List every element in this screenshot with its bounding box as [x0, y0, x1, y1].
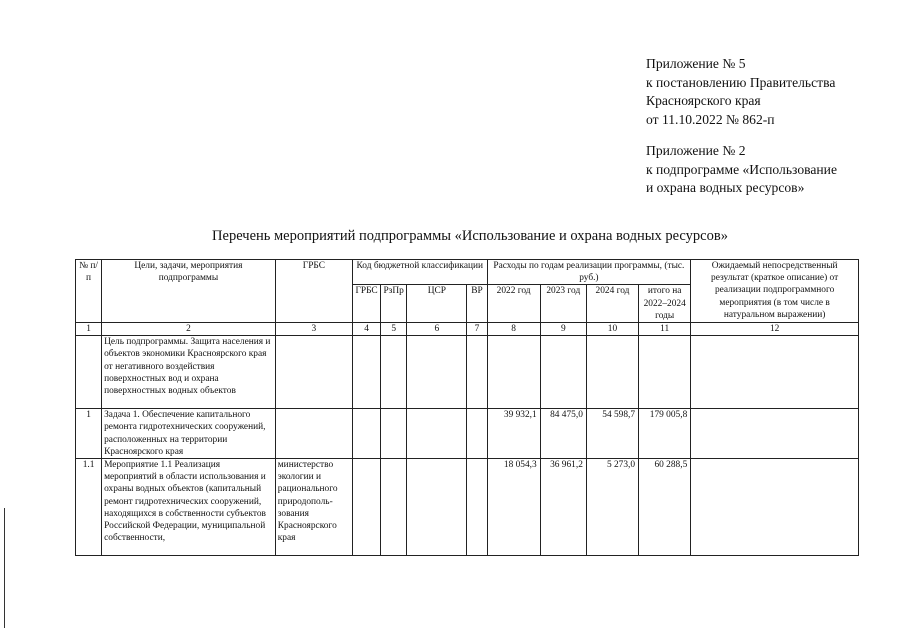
subheader-grbs: ГРБС [353, 285, 381, 323]
row-vr [467, 409, 487, 459]
row-rzpr [381, 409, 407, 459]
row-2024 [586, 336, 638, 409]
row-num: 1.1 [76, 459, 102, 556]
appendix-2-line: к подпрограмме «Использование [646, 161, 837, 177]
row-code-grbs [353, 459, 381, 556]
appendix-5-block [646, 55, 835, 129]
row-total: 179 005,8 [639, 409, 691, 459]
appendix-2-block [646, 142, 837, 198]
row-2024: 5 273,0 [586, 459, 638, 556]
subheader-2022: 2022 год [487, 285, 540, 323]
row-text: Цель подпрограммы. Защита населения и объектов экономики Красноярского края от негативного воздействия поверхностных вод и охрана поверхностных водных объектов [102, 336, 276, 409]
appendix-2-line: и охрана водных ресурсов» [646, 180, 805, 195]
column-number: 5 [381, 323, 407, 336]
column-number: 2 [102, 323, 276, 336]
row-total [639, 336, 691, 409]
row-result [691, 336, 859, 409]
column-number: 4 [353, 323, 381, 336]
row-vr [467, 459, 487, 556]
subheader-2024: 2024 год [586, 285, 638, 323]
column-number: 10 [586, 323, 638, 336]
row-csr [407, 459, 467, 556]
column-number: 3 [275, 323, 352, 336]
appendix-5-line: Приложение № 5 [646, 56, 746, 71]
subheader-2023: 2023 год [540, 285, 586, 323]
row-num: 1 [76, 409, 102, 459]
header-row-main [76, 260, 859, 285]
row-2024: 54 598,7 [586, 409, 638, 459]
header-expenses: Расходы по годам реализации программы, (тыс. руб.) [487, 260, 691, 285]
table-row-measure-1-1 [76, 459, 859, 556]
row-vr [467, 336, 487, 409]
row-grbs [275, 409, 352, 459]
column-number: 7 [467, 323, 487, 336]
row-2022: 39 932,1 [487, 409, 540, 459]
row-rzpr [381, 459, 407, 556]
column-number: 11 [639, 323, 691, 336]
row-result [691, 409, 859, 459]
column-number: 8 [487, 323, 540, 336]
row-csr [407, 409, 467, 459]
row-text: Мероприятие 1.1 Реализация мероприятий в области использования и охраны водных объектов (капитальный ремонт гидротехнических сооружений, находящихся в собственности субъектов Российской Федерации, муниципальной собственности, [102, 459, 276, 556]
row-2022 [487, 336, 540, 409]
row-text: Задача 1. Обеспечение капитального ремонта гидротехнических сооружений, расположенных на территории Красноярского края [102, 409, 276, 459]
row-total: 60 288,5 [639, 459, 691, 556]
subheader-total: итого на 2022–2024 годы [639, 285, 691, 323]
header-num: № п/п [76, 260, 102, 323]
row-grbs [275, 336, 352, 409]
row-grbs: министерство экологии и рационального природополь-зования Красноярского края [275, 459, 352, 556]
column-number: 6 [407, 323, 467, 336]
row-code-grbs [353, 336, 381, 409]
document-title: Перечень мероприятий подпрограммы «Использование и охрана водных ресурсов» [212, 228, 728, 244]
row-2022: 18 054,3 [487, 459, 540, 556]
row-num [76, 336, 102, 409]
header-goals: Цели, задачи, мероприятия подпрограммы [102, 260, 276, 323]
row-result [691, 459, 859, 556]
header-result: Ожидаемый непосредственный результат (краткое описание) от реализации подпрограммного мероприятия (в том числе в натуральном выражении) [691, 260, 859, 323]
subheader-rzpr: РзПр [381, 285, 407, 323]
appendix-5-line: Красноярского края [646, 93, 761, 108]
subheader-vr: ВР [467, 285, 487, 323]
measures-table [75, 259, 859, 556]
header-grbs: ГРБС [275, 260, 352, 323]
row-2023: 84 475,0 [540, 409, 586, 459]
appendix-5-line: к постановлению Правительства [646, 74, 836, 90]
table-row-task-1 [76, 409, 859, 459]
row-rzpr [381, 336, 407, 409]
column-number: 9 [540, 323, 586, 336]
subheader-csr: ЦСР [407, 285, 467, 323]
column-number-row [76, 323, 859, 336]
table-row-goal [76, 336, 859, 409]
appendix-5-line: от 11.10.2022 № 862-п [646, 111, 775, 127]
row-csr [407, 336, 467, 409]
row-code-grbs [353, 409, 381, 459]
appendix-2-line: Приложение № 2 [646, 143, 746, 158]
column-number: 1 [76, 323, 102, 336]
scan-margin-line [4, 508, 5, 628]
row-2023 [540, 336, 586, 409]
row-2023: 36 961,2 [540, 459, 586, 556]
column-number: 12 [691, 323, 859, 336]
header-budget-code: Код бюджетной классификации [353, 260, 487, 285]
